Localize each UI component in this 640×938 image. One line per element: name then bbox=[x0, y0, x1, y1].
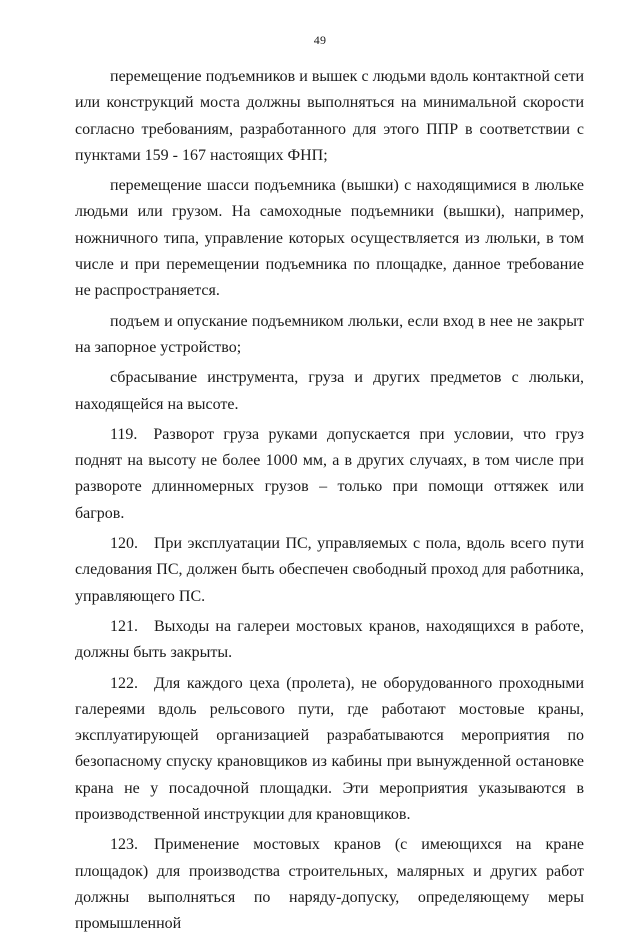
paragraph-lift-movement: перемещение подъемников и вышек с людьми вдоль контактной сети или конструкций моста должны выполняться на минимальной скорости согласно требованиям, разработанного для этого ППР в соответствии с пунктами 159 - 167 настоящих ФНП; bbox=[75, 68, 584, 164]
paragraph-119: 119. Разворот груза руками допускается при условии, что груз поднят на высоту не более 1000 мм, а в других случаях, в том числе при развороте длинномерных грузов – только при помощи оттяжек или багров. bbox=[75, 425, 584, 522]
paragraph-121: 121. Выходы на галереи мостовых кранов, находящихся в работе, должны быть закрыты. bbox=[75, 617, 584, 662]
paragraph-tool-dropping: сбрасывание инструмента, груза и других предметов с люльки, находящейся на высоте. bbox=[75, 369, 584, 413]
paragraph-120: 120. При эксплуатации ПС, управляемых с пола, вдоль всего пути следования ПС, должен быть обеспечен свободный проход для работника, управляющего ПС. bbox=[75, 535, 584, 605]
page-number: 49 bbox=[313, 33, 327, 47]
paragraph-chassis-movement: перемещение шасси подъемника (вышки) с находящимися в люльке людьми или грузом. На самоходные подъемники (вышки), например, ножничного типа, управление которых осуществляется из люльки, в том числе и при перемещении подъемника по площадке, данное требование не распространяется. bbox=[75, 177, 584, 300]
document-body bbox=[75, 64, 584, 938]
paragraph-122: 122. Для каждого цеха (пролета), не оборудованного проходными галереями вдоль рельсового пути, где работают мостовые краны, эксплуатирующей организацией разрабатываются мероприятия по безопасному спуску крановщиков из кабины при вынужденной остановке крана не у посадочной площадки. Эти мероприятия указываются в производственной инструкции для крановщиков. bbox=[75, 674, 584, 824]
paragraph-cradle-lowering: подъем и опускание подъемником люльки, если вход в нее не закрыт на запорное устройство; bbox=[75, 312, 584, 356]
paragraph-123: 123. Применение мостовых кранов (с имеющихся на кране площадок) для производства строительных, малярных и других работ должны выполняться по наряду-допуску, определяющему меры промышленной bbox=[75, 836, 584, 933]
